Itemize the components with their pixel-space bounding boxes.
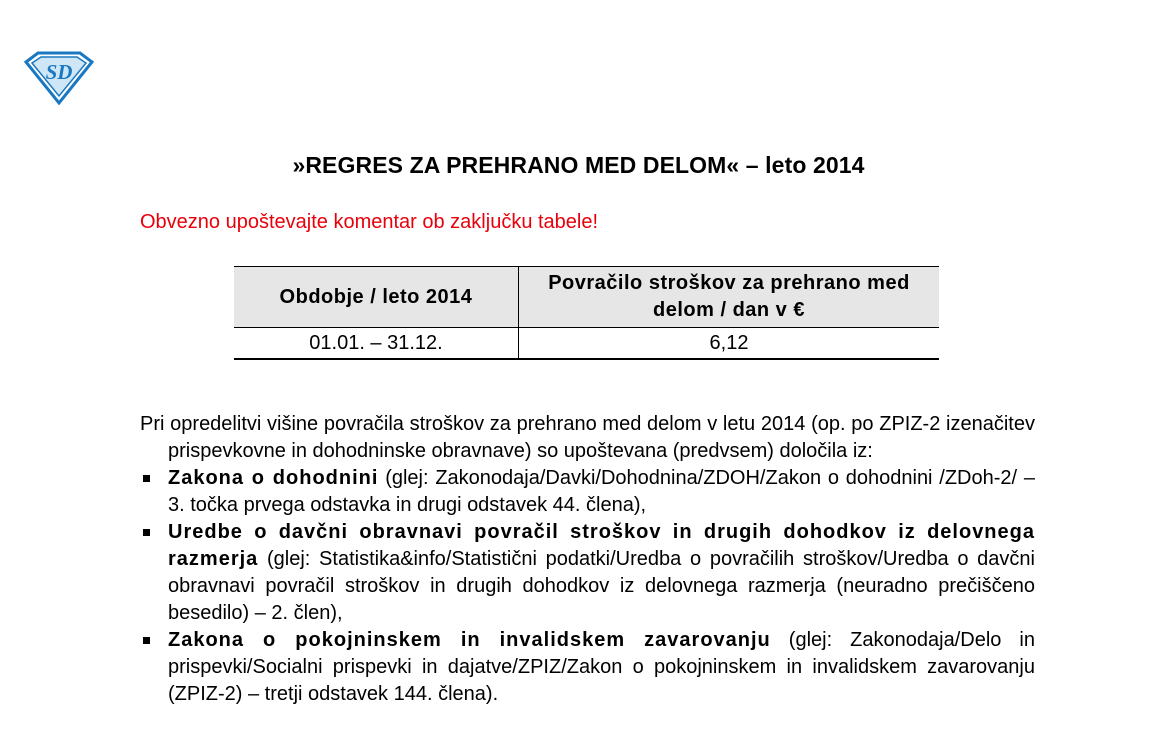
page-title: »REGRES ZA PREHRANO MED DELOM« – leto 2014 bbox=[292, 152, 865, 178]
law-name: Zakona o pokojninskem in invalidskem zavarovanju bbox=[168, 629, 771, 651]
list-item bbox=[140, 627, 1035, 708]
law-reference: (glej: Statistika&info/Statistični podatki/Uredba o povračilih stroškov/Uredba o davčni obravnavi povračil stroškov in drugih dohodkov iz delovnega razmerja (neuradno prečiščeno besedilo) – 2. člen), bbox=[168, 548, 1035, 624]
cell-value: 6,12 bbox=[519, 328, 940, 360]
body-text bbox=[140, 411, 1035, 708]
bullet-icon bbox=[143, 529, 150, 536]
cell-period: 01.01. – 31.12. bbox=[234, 328, 519, 360]
company-logo bbox=[22, 50, 96, 106]
law-name: Zakona o dohodnini bbox=[168, 467, 379, 489]
law-name: Uredbe o davčni obravnavi povračil stroškov in drugih dohodkov iz delovnega razmerja bbox=[168, 521, 1035, 570]
law-reference: (glej: Zakonodaja/Delo in prispevki/Socialni prispevki in dajatve/ZPIZ/Zakon o pokojninskem in invalidskem zavarovanju (ZPIZ-2) – tretji odstavek 144. člena). bbox=[168, 629, 1035, 705]
notice-text: Obvezno upoštevajte komentar ob zaključku tabele! bbox=[140, 211, 599, 233]
bullet-icon bbox=[143, 475, 150, 482]
list-item bbox=[140, 465, 1035, 519]
list-item bbox=[140, 519, 1035, 627]
law-reference: (glej: Zakonodaja/Davki/Dohodnina/ZDOH/Zakon o dohodnini /ZDoh-2/ – 3. točka prvega odstavka in drugi odstavek 44. člena), bbox=[168, 467, 1035, 516]
column-header-reimbursement: Povračilo stroškov za prehrano med delom / dan v € bbox=[519, 267, 940, 328]
table-header-row bbox=[234, 267, 939, 328]
table-row bbox=[234, 328, 939, 360]
rates-table bbox=[234, 266, 939, 360]
svg-text:SD: SD bbox=[45, 60, 73, 84]
reference-list bbox=[140, 465, 1035, 708]
column-header-period: Obdobje / leto 2014 bbox=[234, 267, 519, 328]
intro-paragraph: Pri opredelitvi višine povračila stroškov za prehrano med delom v letu 2014 (op. po ZPIZ-2 izenačitev prispevkovne in dohodninske obravnave) so upoštevana (predvsem) določila iz: bbox=[140, 413, 1035, 462]
bullet-icon bbox=[143, 637, 150, 644]
